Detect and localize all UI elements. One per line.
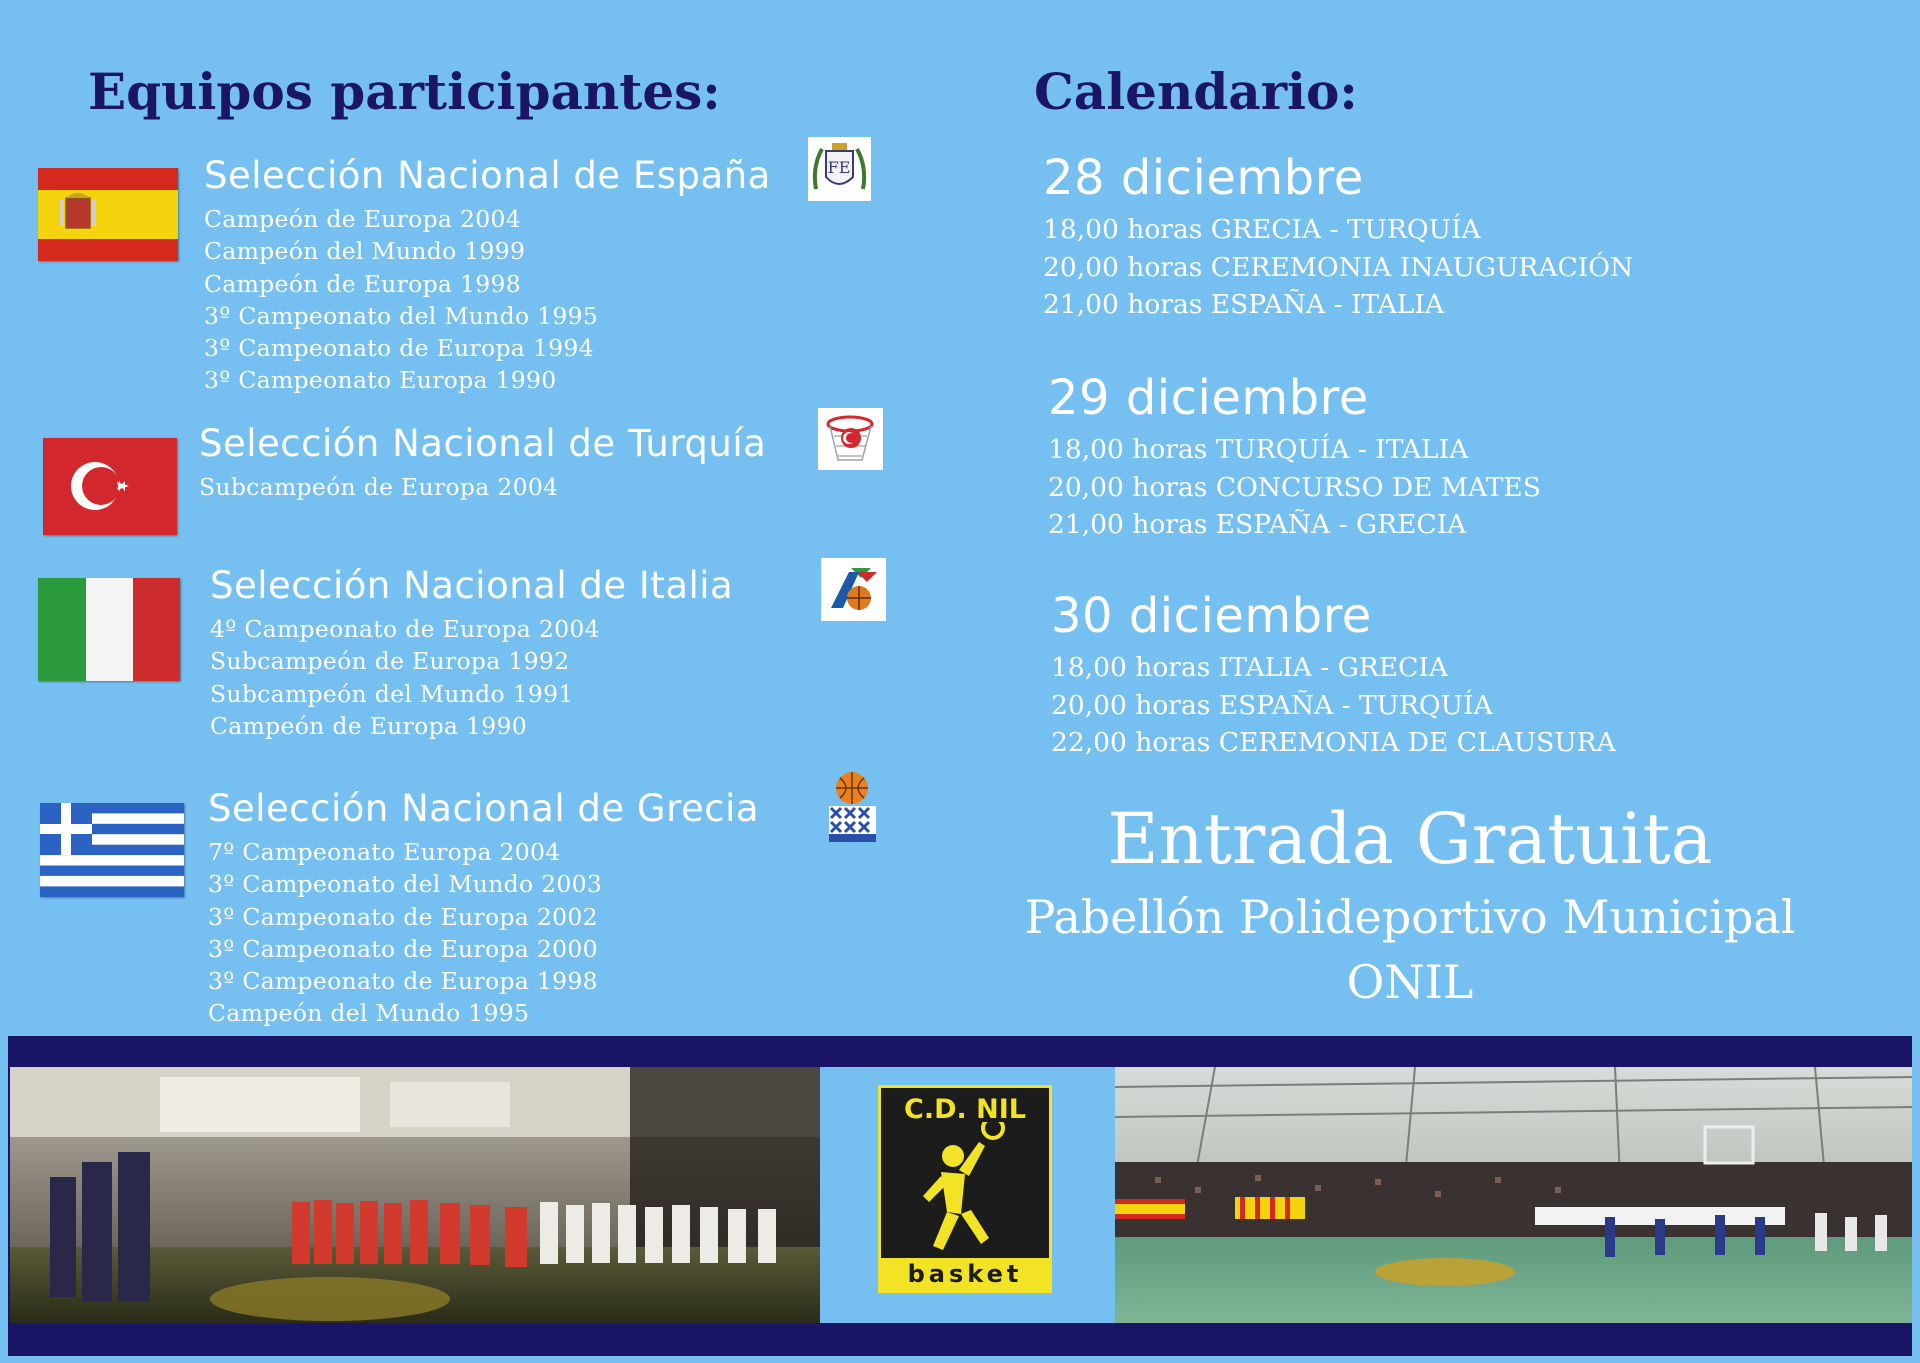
event-item: 22,00 horas CEREMONIA DE CLAUSURA bbox=[1051, 727, 1616, 758]
merits-turkey bbox=[199, 471, 558, 503]
events-list bbox=[1043, 211, 1633, 324]
merit: 3º Campeonato de Europa 1994 bbox=[204, 334, 594, 363]
merit: 3º Campeonato Europa 1990 bbox=[204, 366, 557, 395]
svg-text:FE: FE bbox=[827, 158, 851, 177]
calendar-heading: Calendario: bbox=[1034, 62, 1358, 121]
event-item: 18,00 horas ITALIA - GRECIA bbox=[1051, 652, 1448, 683]
greece-flag-icon bbox=[40, 803, 184, 897]
turkey-flag-icon bbox=[43, 438, 177, 535]
day-title: 30 diciembre bbox=[1051, 588, 1372, 644]
merit: Campeón del Mundo 1999 bbox=[204, 237, 526, 266]
day-title: 29 diciembre bbox=[1048, 370, 1369, 426]
merit: Subcampeón de Europa 1992 bbox=[210, 647, 570, 676]
free-entrance-title: Entrada Gratuita bbox=[1107, 798, 1713, 880]
event-item: 20,00 horas ESPAÑA - TURQUÍA bbox=[1051, 689, 1493, 721]
merit: Campeón de Europa 1998 bbox=[204, 269, 521, 298]
merit: Subcampeón del Mundo 1991 bbox=[210, 679, 574, 708]
merit: 3º Campeonato de Europa 1998 bbox=[208, 967, 598, 996]
event-item: 18,00 horas TURQUÍA - ITALIA bbox=[1048, 434, 1469, 465]
venue-name: Pabellón Polideportivo Municipal bbox=[1024, 890, 1796, 944]
event-item: 20,00 horas CEREMONIA INAUGURACIÓN bbox=[1043, 251, 1634, 283]
venue-town: ONIL bbox=[1346, 955, 1474, 1009]
merits-italy bbox=[210, 613, 600, 742]
teams-heading: Equipos participantes: bbox=[88, 62, 721, 121]
merit: 3º Campeonato de Europa 2002 bbox=[208, 902, 598, 931]
merit: 3º Campeonato de Europa 2000 bbox=[208, 934, 598, 963]
merit: 3º Campeonato del Mundo 2003 bbox=[208, 870, 603, 899]
team-name-turkey: Selección Nacional de Turquía bbox=[199, 422, 767, 465]
event-item: 18,00 horas GRECIA - TURQUÍA bbox=[1043, 214, 1481, 245]
merit: Subcampeón de Europa 2004 bbox=[199, 473, 559, 501]
merit: Campeón de Europa 1990 bbox=[210, 711, 527, 740]
event-item: 21,00 horas ESPAÑA - ITALIA bbox=[1043, 289, 1444, 320]
merit: 3º Campeonato del Mundo 1995 bbox=[204, 301, 599, 330]
greece-federation-logo-icon bbox=[825, 770, 880, 843]
merit: 4º Campeonato de Europa 2004 bbox=[210, 615, 600, 643]
spain-flag-icon bbox=[38, 168, 178, 261]
merit: 7º Campeonato Europa 2004 bbox=[208, 838, 561, 866]
spain-federation-logo-icon bbox=[808, 137, 871, 201]
italy-federation-logo-icon bbox=[821, 558, 886, 621]
team-lineup-photo bbox=[10, 1067, 820, 1323]
day-title: 28 diciembre bbox=[1043, 150, 1364, 206]
club-logo-sub: basket bbox=[881, 1258, 1049, 1290]
merit: Campeón del Mundo 1995 bbox=[208, 999, 530, 1028]
merits-greece bbox=[208, 836, 602, 1030]
club-logo-name: C.D. NIL bbox=[904, 1094, 1026, 1125]
team-name-italy: Selección Nacional de Italia bbox=[210, 564, 734, 607]
team-name-spain: Selección Nacional de España bbox=[204, 154, 771, 197]
event-item: 20,00 horas CONCURSO DE MATES bbox=[1048, 471, 1541, 503]
turkey-federation-logo-icon bbox=[818, 408, 883, 470]
events-list bbox=[1051, 649, 1616, 762]
italy-flag-icon bbox=[38, 578, 180, 681]
arena-photo bbox=[1115, 1067, 1912, 1323]
merit: Campeón de Europa 2004 bbox=[204, 205, 521, 233]
events-list bbox=[1048, 431, 1541, 544]
club-logo-icon bbox=[878, 1085, 1052, 1293]
merits-spain bbox=[204, 203, 598, 397]
team-name-greece: Selección Nacional de Grecia bbox=[208, 787, 760, 830]
event-item: 21,00 horas ESPAÑA - GRECIA bbox=[1048, 509, 1467, 540]
